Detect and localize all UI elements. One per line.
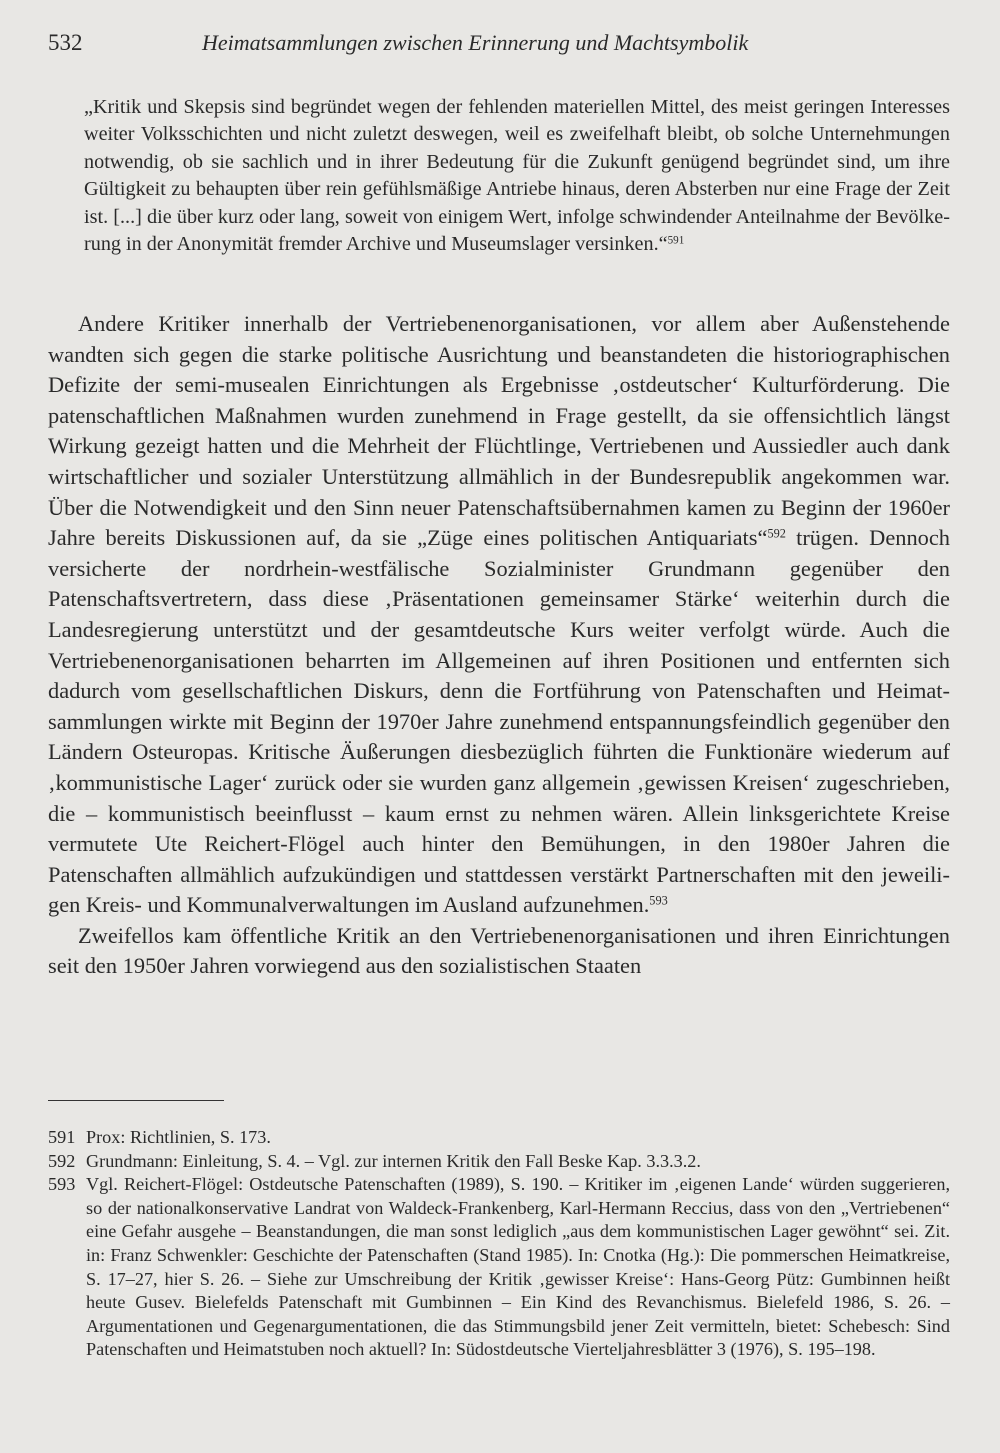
footnote-ref: 591 [667, 234, 685, 247]
footnote-text: Grundmann: Einleitung, S. 4. – Vgl. zur internen Kritik den Fall Beske Kap. 3.3.3.2. [86, 1150, 701, 1171]
footnote [48, 1173, 950, 1362]
paragraph-text: trügen. Dennoch versicherte der nordrhein-westfälische Sozialminister Grundmann gegenüber den Patenschaftsvertretern, dass diese ‚Präsentationen gemeinsamer Stärke‘ weiterhin durch die Landesregierung unterstützt und der gesamtdeutsche Kurs weiter verfolgt würde. Auch die Vertriebenenorganisationen beharrten im Allgemeinen auf ihren Positionen und entfernten sich dadurch vom gesellschaftlichen Diskurs, denn die Fortführung von Patenschaften und Heimatsammlungen wirkte mit Beginn der 1970er Jahre zunehmend entspannungsfeindlich gegenüber den Ländern Osteuropas. Kritische Äußerungen diesbezüglich führten die Funktionäre wiederum auf ‚kommunistische Lager‘ zurück oder sie wurden ganz allgemein ‚gewissen Kreisen‘ zugeschrieben, die – kommunistisch beeinflusst – kaum ernst zu nehmen wären. Allein linksgerichtete Kreise vermutete Ute Reichert-Flögel auch hinter den Bemühungen, in den 1980er Jahren die Patenschaften allmählich aufzukündigen und stattdessen verstärkt Partnerschaften mit den jeweiligen Kreis- und Kommunalverwaltungen im Ausland aufzunehmen. [48, 525, 950, 918]
main-text [48, 309, 950, 982]
quote-text: „Kritik und Skepsis sind begründet wegen der fehlenden materiellen Mittel, des meist geringen Interesses weiter Volksschichten und nicht zuletzt deswegen, weil es zweifelhaft bleibt, ob solche Unternehmungen notwendig, ob sie sachlich und in ihrer Bedeutung für die Zukunft genügend begründet sind, um ihre Gültigkeit zu behaupten über rein gefühlsmäßige Antriebe hinaus, deren Absterben nur eine Frage der Zeit ist. [...] die über kurz oder lang, soweit von einigem Wert, infolge schwindender Anteilnahme der Bevölkerung in der Anonymität fremder Archive und Museumslager versinken.“ [84, 96, 950, 256]
page-number: 532 [48, 30, 83, 55]
footnote-text: Vgl. Reichert-Flögel: Ostdeutsche Patenschaften (1989), S. 190. – Kritiker im ‚eigenen Lande‘ würden suggerieren, so der nationalkonservative Landrat von Waldeck-Frankenberg, Karl-Hermann Reccius, dass von den „Vertriebenen“ eine Gefahr ausgehe – Beanstandungen, die man sonst lediglich „aus dem kommunistischen Lager gewöhnt“ sei. Zit. in: Franz Schwenkler: Geschichte der Patenschaften (Stand 1985). In: Cnotka (Hg.): Die pommerschen Heimatkreise, S. 17–27, hier S. 26. – Siehe zur Umschreibung der Kritik ‚gewisser Kreise‘: Hans-Georg Pütz: Gumbinnen heißt heute Gusev. Bielefelds Patenschaft mit Gumbinnen – Ein Kind des Revanchismus. Bielefeld 1986, S. 26. – Argumentationen und Gegenargumentationen, die das Stimmungsbild jener Zeit vermitteln, bietet: Schebesch: Sind Patenschaften und Heimatstuben noch aktuell? In: Südostdeutsche Vierteljahresblätter 3 (1976), S. 195–198. [86, 1174, 950, 1360]
footnote-number: 592 [48, 1150, 76, 1171]
footnote [48, 1126, 950, 1150]
footnote-ref: 593 [649, 893, 668, 908]
paragraph-text: Andere Kritiker innerhalb der Vertriebenenorganisationen, vor allem aber Außenstehende wandten sich gegen die starke politische Ausrichtung und beanstandeten die historiographischen Defizite der semi-musealen Einrichtungen als Ergebnisse ‚ostdeutscher‘ Kulturförderung. Die patenschaftlichen Maßnahmen wurden zunehmend in Frage gestellt, da sie offensichtlich längst Wirkung gezeigt hatten und die Mehrheit der Flüchtlinge, Vertriebenen und Aussiedler auch dank wirtschaftlicher und sozialer Unterstützung allmählich in der Bundesrepublik angekommen war. Über die Notwendigkeit und den Sinn neuer Patenschaftsübernahmen kamen zu Beginn der 1960er Jahre bereits Diskussionen auf, da sie „Züge eines politischen Antiquariats“ [48, 311, 950, 551]
footnote-ref: 592 [767, 526, 786, 541]
footnote [48, 1150, 950, 1174]
block-quote [84, 94, 950, 258]
footnote-number: 593 [48, 1174, 76, 1195]
running-title: Heimatsammlungen zwischen Erinnerung und Machtsymbolik [202, 30, 749, 55]
footnote-number: 591 [48, 1127, 76, 1147]
footnote-divider [48, 1100, 224, 1101]
paragraph [48, 309, 950, 921]
paragraph [48, 921, 950, 982]
footnotes [48, 1126, 950, 1362]
paragraph-text: Zweifellos kam öffentliche Kritik an den Vertriebenenorganisationen und ihren Einrichtungen seit den 1950er Jahren vorwiegend aus den sozialistischen Staaten [48, 922, 950, 979]
page-header [48, 30, 968, 62]
footnote-text: Prox: Richtlinien, S. 173. [86, 1127, 271, 1147]
